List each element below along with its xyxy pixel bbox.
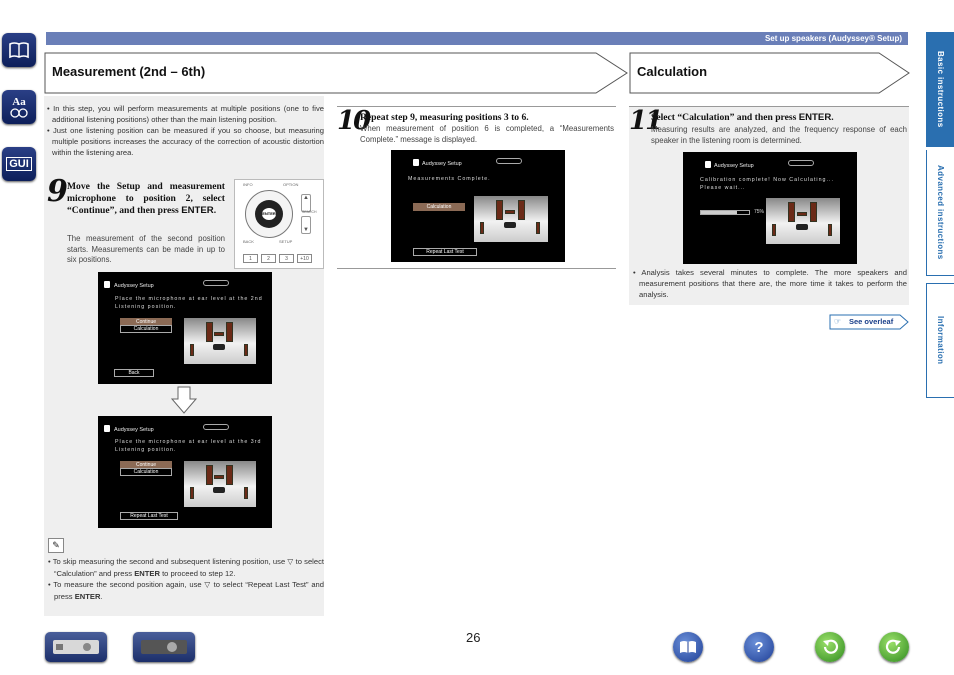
number-keys bbox=[243, 254, 312, 263]
key-3: 3 bbox=[279, 254, 294, 263]
page-title: Measurement (2nd – 6th) bbox=[52, 64, 206, 79]
speaker-icon bbox=[518, 200, 525, 220]
step11-title bbox=[651, 112, 834, 124]
speaker-icon bbox=[244, 487, 248, 499]
remote-option-label: OPTION bbox=[283, 182, 299, 187]
divider bbox=[337, 268, 616, 269]
speaker-icon bbox=[206, 465, 213, 485]
speaker-icon bbox=[496, 200, 503, 220]
step9-text: The measurement of the second position starts. Measurements can be made in up to six positions. bbox=[67, 234, 225, 264]
mic-indicator-icon bbox=[788, 160, 814, 166]
speaker-icon bbox=[206, 322, 213, 342]
tab-label: Advanced instructions bbox=[936, 165, 945, 260]
book-icon[interactable] bbox=[2, 33, 36, 67]
key-1: 1 bbox=[243, 254, 258, 263]
mic-indicator-icon bbox=[203, 424, 229, 430]
gui-icon-label: GUI bbox=[6, 157, 32, 171]
note-text: To skip measuring the second and subsequent listening position, use bbox=[52, 557, 288, 566]
speaker-icon bbox=[797, 212, 807, 216]
rear-connector bbox=[167, 642, 177, 652]
note-text: . bbox=[100, 591, 103, 601]
question-mark-icon: ? bbox=[754, 638, 764, 656]
contents-book-button[interactable] bbox=[673, 632, 703, 662]
screen-title: Audyssey Setup bbox=[114, 427, 154, 433]
audyssey-logo-icon bbox=[413, 159, 419, 166]
repeat-last-test-option: Repeat Last Test bbox=[120, 512, 178, 520]
down-triangle-icon: ▽ bbox=[287, 557, 294, 566]
speaker-icon bbox=[828, 224, 832, 236]
channel-down-icon: ▼ bbox=[301, 216, 311, 234]
room-speaker-layout-image bbox=[766, 198, 840, 244]
enter-key-label: ENTER bbox=[74, 591, 101, 601]
intro-bullet-1: • In this step, you will perform measurements at multiple positions (one to five additional listening positions) other than the main listening position. bbox=[47, 104, 324, 124]
step9-title-text: Move the Setup and measurement microphone to position 2, select “Continue”, and then press bbox=[67, 181, 225, 216]
audyssey-logo-icon bbox=[104, 425, 110, 432]
rear-panel-button[interactable] bbox=[133, 632, 195, 662]
tab-basic-instructions[interactable] bbox=[926, 32, 954, 147]
step-number-11: 11 bbox=[629, 106, 662, 136]
step-number-9: 9 bbox=[47, 174, 68, 209]
down-triangle-icon: ▽ bbox=[204, 580, 211, 589]
calculation-option: Calculation bbox=[120, 468, 172, 476]
screen-message-line: Listening position. bbox=[115, 303, 177, 310]
bullet-text: Just one listening position can be measured if you so choose, but measuring multiple positions increases the accuracy of the correction of acoustic distortion within the listening area. bbox=[52, 126, 324, 157]
tab-advanced-instructions[interactable] bbox=[926, 150, 954, 276]
back-option: Back bbox=[114, 369, 154, 377]
speaker-icon bbox=[214, 475, 224, 479]
forward-arrow-icon bbox=[885, 638, 903, 656]
step9-title-end: . bbox=[213, 205, 217, 216]
repeat-last-test-option: Repeat Last Test bbox=[413, 248, 477, 256]
enter-key-label: ENTER bbox=[134, 568, 160, 578]
enter-key-label: ENTER bbox=[798, 112, 832, 123]
note-1: • To skip measuring the second and subsequent listening position, use ▽ to select “Calculation” and press ENTER to proceed to step 12. bbox=[48, 557, 325, 578]
sofa-icon bbox=[213, 487, 225, 493]
speaker-icon bbox=[536, 222, 540, 234]
screen-2nd-position bbox=[98, 272, 272, 384]
room-speaker-layout-image bbox=[474, 196, 548, 242]
gui-icon[interactable] bbox=[2, 147, 36, 181]
continue-option: Continue bbox=[120, 318, 172, 326]
speaker-icon bbox=[190, 344, 194, 356]
step11-title-end: . bbox=[831, 112, 834, 123]
screen-message: Measurements Complete. bbox=[408, 176, 491, 182]
step11-title-text: Select “Calculation” and then press bbox=[651, 112, 799, 123]
screen-3rd-position bbox=[98, 416, 272, 528]
divider bbox=[337, 106, 616, 107]
room-speaker-layout-image bbox=[184, 318, 256, 364]
progress-bar bbox=[700, 210, 750, 215]
back-button[interactable] bbox=[815, 632, 845, 662]
screen-message bbox=[700, 177, 834, 192]
audyssey-logo-icon bbox=[705, 161, 711, 168]
mic-indicator-icon bbox=[203, 280, 229, 286]
front-panel-button[interactable] bbox=[45, 632, 107, 662]
section-title: Calculation bbox=[637, 64, 708, 79]
sofa-icon bbox=[504, 222, 516, 228]
notes-list bbox=[46, 556, 324, 602]
calculation-option: Calculation bbox=[413, 203, 465, 211]
receiver-knob bbox=[83, 643, 91, 651]
back-arrow-icon bbox=[821, 638, 839, 656]
see-overleaf-link[interactable] bbox=[829, 314, 909, 330]
sofa-icon bbox=[213, 344, 225, 350]
book-icon bbox=[679, 640, 697, 654]
calculation-option: Calculation bbox=[120, 325, 172, 333]
remote-search-label: SEARCH bbox=[302, 210, 317, 214]
remote-info-label: INFO bbox=[243, 182, 253, 187]
speaker-icon bbox=[788, 202, 795, 222]
receiver-display bbox=[56, 644, 63, 650]
aa-icon-label: Aa bbox=[12, 95, 26, 108]
room-speaker-layout-image bbox=[184, 461, 256, 507]
step10-title: Repeat step 9, measuring positions 3 to 6. bbox=[360, 112, 529, 123]
enter-button: ENTER bbox=[262, 208, 276, 220]
bullet-text: Analysis takes several minutes to complete. The more speakers and measurement positions that there are, the more time it takes to perform the analysis. bbox=[639, 268, 907, 299]
intro-bullet-2: • Just one listening position can be measured if you so choose, but measuring multiple positions increases the accuracy of the correction of acoustic distortion within the listening area. bbox=[47, 126, 324, 157]
speaker-icon bbox=[244, 344, 248, 356]
note-text: To measure the second position again, use bbox=[53, 580, 205, 589]
enter-key-label: ENTER bbox=[181, 205, 214, 216]
tab-information[interactable] bbox=[926, 283, 954, 398]
note-text: to select “Calculation” and press bbox=[54, 557, 325, 578]
cursor-pad bbox=[255, 200, 283, 228]
speaker-icon bbox=[772, 224, 776, 236]
note-text: to proceed to step 12. bbox=[159, 568, 236, 578]
progress-label: 75% bbox=[754, 209, 765, 215]
section-title-measurement bbox=[44, 52, 629, 92]
step-number-10: 10 bbox=[337, 106, 370, 136]
forward-button[interactable] bbox=[879, 632, 909, 662]
section-title-calculation bbox=[629, 52, 911, 92]
receiver-rear-icon bbox=[141, 640, 187, 654]
tab-label: Basic instructions bbox=[936, 51, 945, 128]
screen-title: Audyssey Setup bbox=[114, 283, 154, 289]
screen-message-line: Calibration complete! Now Calculating... bbox=[700, 177, 834, 183]
speaker-icon bbox=[480, 222, 484, 234]
pencil-note-icon: ✎ bbox=[48, 538, 64, 553]
speaker-icon bbox=[226, 322, 233, 342]
screen-message-line: Place the microphone at ear level at the 3rd bbox=[115, 439, 262, 445]
see-overleaf-label: See overleaf bbox=[849, 317, 894, 326]
speaker-icon bbox=[226, 465, 233, 485]
speaker-icon bbox=[810, 202, 817, 222]
screen-message-line: Place the microphone at ear level at the 2nd bbox=[115, 296, 263, 302]
step10-text: When measurement of position 6 is completed, a “Measurements Complete.” message is displayed. bbox=[360, 124, 614, 144]
channel-up-icon: ▲ bbox=[301, 194, 311, 212]
remote-control-illustration bbox=[234, 179, 324, 269]
aa-icon[interactable] bbox=[2, 90, 36, 124]
screen-measurements-complete bbox=[391, 150, 565, 262]
mic-indicator-icon bbox=[496, 158, 522, 164]
screen-message bbox=[115, 439, 261, 454]
screen-message-line: Please wait... bbox=[700, 184, 746, 191]
help-button[interactable] bbox=[744, 632, 774, 662]
section-header-bar: Set up speakers (Audyssey® Setup) bbox=[46, 32, 908, 45]
screen-title: Audyssey Setup bbox=[714, 163, 754, 169]
down-arrow-icon bbox=[171, 386, 197, 414]
screen-message bbox=[115, 296, 263, 311]
calculation-bullet: • Analysis takes several minutes to complete. The more speakers and measurement positions that there are, the more time it takes to perform the analysis. bbox=[633, 268, 907, 299]
note-2: • To measure the second position again, use ▽ to select “Repeat Last Test” and press ENTER. bbox=[48, 580, 324, 601]
receiver-front-icon bbox=[53, 640, 99, 654]
intro-bullet-list bbox=[46, 103, 324, 158]
sofa-icon bbox=[796, 224, 808, 230]
bullet-text: In this step, you will perform measurements at multiple positions (one to five additional listening positions) other than the main listening position. bbox=[52, 104, 324, 124]
remote-setup-label: SETUP bbox=[279, 239, 293, 244]
screen-title: Audyssey Setup bbox=[422, 161, 462, 167]
remote-back-label: BACK bbox=[243, 239, 254, 244]
speaker-icon bbox=[505, 210, 515, 214]
key-2: 2 bbox=[261, 254, 276, 263]
screen-message-line: Listening position. bbox=[115, 446, 177, 453]
pointing-hand-icon: ☞ bbox=[834, 317, 842, 326]
tab-label: Information bbox=[936, 316, 945, 365]
page-number: 26 bbox=[466, 630, 481, 645]
audyssey-logo-icon bbox=[104, 281, 110, 288]
speaker-icon bbox=[190, 487, 194, 499]
key-plus10: +10 bbox=[297, 254, 312, 263]
step11-text: Measuring results are analyzed, and the frequency response of each speaker in the listening room is determined. bbox=[651, 125, 907, 145]
continue-option: Continue bbox=[120, 461, 172, 469]
speaker-icon bbox=[214, 332, 224, 336]
step9-title bbox=[67, 181, 225, 217]
note-text: to select “Repeat Last Test” and press bbox=[54, 580, 324, 601]
screen-calculating bbox=[683, 152, 857, 264]
progress-fill bbox=[701, 211, 737, 214]
